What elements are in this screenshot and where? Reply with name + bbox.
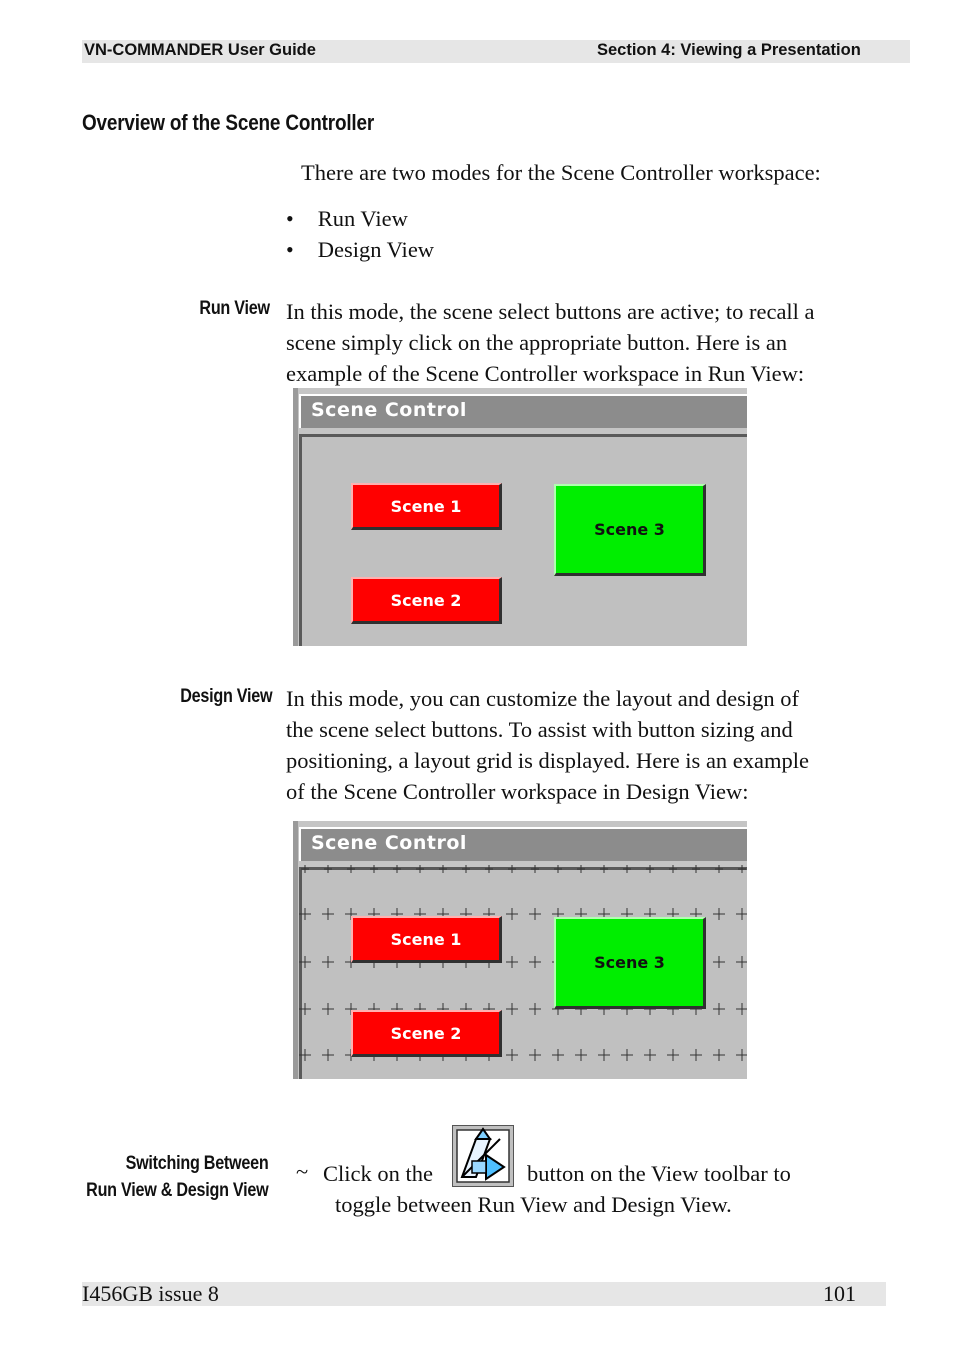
list-item: • Design View — [286, 237, 435, 262]
panel-title: Scene Control — [311, 832, 467, 854]
list-item: • Run View — [286, 206, 408, 231]
run-view-paragraph: In this mode, the scene select buttons are active; to recall a scene simply click on the appropriate button. Here is an example of the Scene Controller workspace in Run View: — [286, 299, 815, 386]
scene-2-button[interactable]: Scene 2 — [351, 1010, 502, 1057]
panel-title-bar — [299, 394, 747, 428]
scene-3-button[interactable]: Scene 3 — [554, 484, 706, 576]
scene-control-panel-run — [293, 388, 747, 646]
panel-title: Scene Control — [311, 399, 467, 421]
side-label-line: Switching Between — [125, 1153, 268, 1174]
switch-text-before: Click on the — [323, 1161, 433, 1186]
design-run-toggle-icon[interactable] — [452, 1125, 514, 1187]
side-label-switching — [86, 1153, 268, 1202]
side-label-line: Run View & Design View — [85, 1180, 268, 1201]
design-view-paragraph: In this mode, you can customize the layout and design of the scene select buttons. To assist with button sizing and positioning, a layout grid is displayed. Here is an example of the Scene Controller workspace in Design View: — [286, 686, 810, 804]
scene-1-button[interactable]: Scene 1 — [351, 483, 502, 530]
header-right: Section 4: Viewing a Presentation — [597, 41, 861, 59]
scene-control-panel-design — [293, 821, 747, 1079]
footer-left: I456GB issue 8 — [82, 1281, 219, 1306]
scene-1-button[interactable]: Scene 1 — [351, 916, 502, 963]
switch-text-line2: toggle between Run View and Design View. — [335, 1192, 732, 1217]
intro-text: There are two modes for the Scene Controller workspace: — [301, 160, 821, 185]
scene-3-button[interactable]: Scene 3 — [554, 917, 706, 1009]
side-label-run-view: Run View — [199, 298, 270, 319]
switch-text-after: button on the View toolbar to — [527, 1161, 791, 1186]
page-number: 101 — [823, 1281, 856, 1306]
page-title: Overview of the Scene Controller — [82, 110, 375, 135]
panel-edge — [293, 388, 298, 646]
side-label-design-view: Design View — [179, 686, 272, 707]
bullet-list — [286, 203, 434, 265]
header-left: VN-COMMANDER User Guide — [84, 41, 316, 59]
tilde-marker: ~ — [296, 1159, 309, 1184]
scene-2-button[interactable]: Scene 2 — [351, 577, 502, 624]
